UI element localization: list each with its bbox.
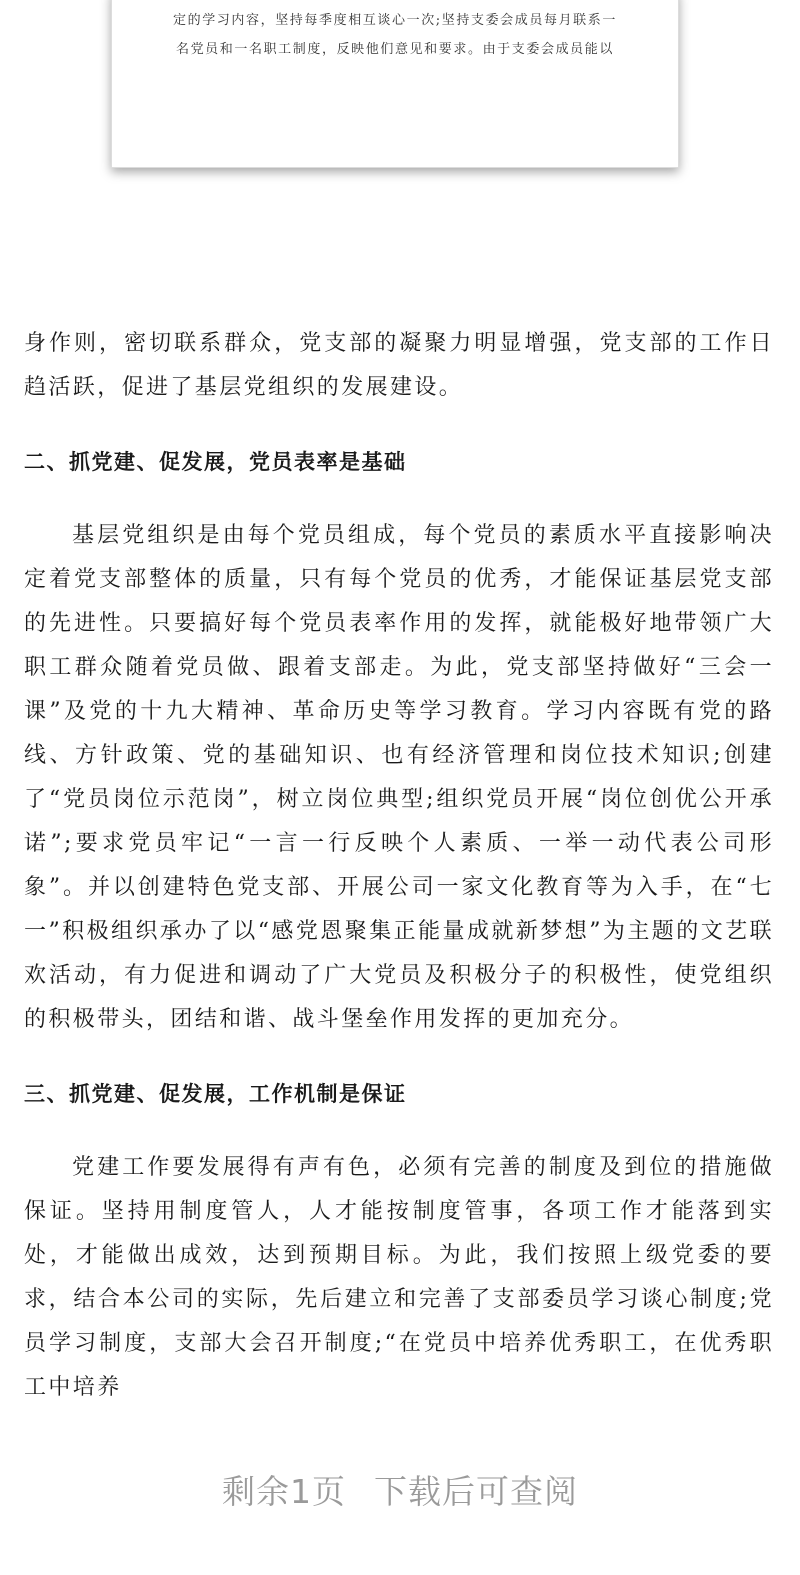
paragraph-section-3: 党建工作要发展得有声有色，必须有完善的制度及到位的措施做保证。坚持用制度管人，人才能按制度管事，各项工作才能落到实处，才能做出成效，达到预期目标。为此，我们按照上级党委的要求，结合本公司的实际，先后建立和完善了支部委员学习谈心制度;党员学习制度，支部大会召开制度;“在党员中培养优秀职工，在优秀职工中培养 — [24, 1155, 774, 1400]
remaining-pages-label: 剩余1页 — [222, 1472, 346, 1511]
section-heading-2: 二、抓党建、促发展，党员表率是基础 — [24, 450, 407, 474]
document-body — [24, 322, 774, 1410]
download-hint-label: 下载后可查阅 — [374, 1472, 578, 1511]
paragraph-section-2: 基层党组织是由每个党员组成，每个党员的素质水平直接影响决定着党支部整体的质量，只有每个党员的优秀，才能保证基层党支部的先进性。只要搞好每个党员表率作用的发挥，就能极好地带领广大职工群众随着党员做、跟着支部走。为此，党支部坚持做好“三会一课”及党的十九大精神、革命历史等学习教育。学习内容既有党的路线、方针政策、党的基础知识、也有经济管理和岗位技术知识;创建了“党员岗位示范岗”，树立岗位典型;组织党员开展“岗位创优公开承诺”;要求党员牢记“一言一行反映个人素质、一举一动代表公司形象”。并以创建特色党支部、开展公司一家文化教育等为入手，在“七一”积极组织承办了以“感党恩聚集正能量成就新梦想”为主题的文艺联欢活动，有力促进和调动了广大党员及积极分子的积极性，使党组织的积极带头，团结和谐、战斗堡垒作用发挥的更加充分。 — [24, 523, 774, 1032]
page-preview-card — [111, 0, 679, 168]
preview-text-line: 名党员和一名职工制度，反映他们意见和要求。由于支委会成员能以 — [175, 42, 614, 57]
remaining-pages-notice[interactable] — [0, 1466, 800, 1513]
preview-text-line: 定的学习内容，坚持每季度相互谈心一次;坚持支委会成员每月联系一 — [173, 13, 617, 28]
section-heading-3: 三、抓党建、促发展，工作机制是保证 — [24, 1082, 407, 1106]
paragraph-continuation: 身作则，密切联系群众，党支部的凝聚力明显增强，党支部的工作日趋活跃，促进了基层党组织的发展建设。 — [24, 331, 774, 400]
